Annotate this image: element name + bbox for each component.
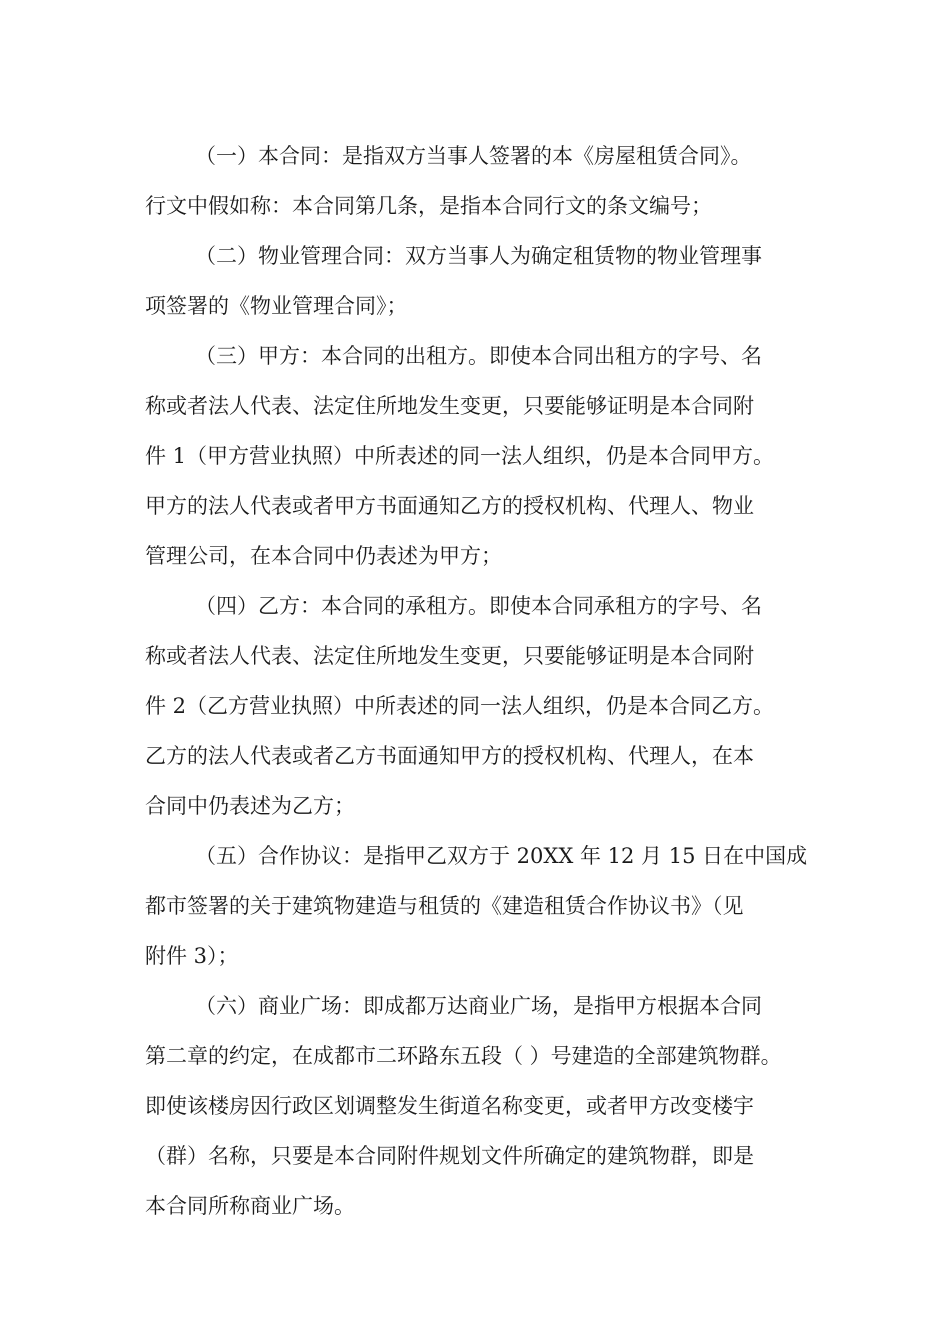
paragraph-4-line-5: 合同中仍表述为乙方； [145, 794, 355, 818]
paragraph-1-line-1: （一）本合同：是指双方当事人签署的本《房屋租赁合同》。 [195, 144, 752, 168]
paragraph-4-line-1: （四）乙方：本合同的承租方。即使本合同承租方的字号、名 [195, 594, 762, 618]
paragraph-6-line-1: （六）商业广场：即成都万达商业广场，是指甲方根据本合同 [195, 994, 762, 1018]
paragraph-3-line-1: （三）甲方：本合同的出租方。即使本合同出租方的字号、名 [195, 344, 762, 368]
paragraph-3-line-2: 称或者法人代表、法定住所地发生变更，只要能够证明是本合同附 [145, 394, 754, 418]
paragraph-3-line-5: 管理公司，在本合同中仍表述为甲方； [145, 544, 502, 568]
paragraph-1-line-2: 行文中假如称：本合同第几条，是指本合同行文的条文编号； [145, 194, 712, 218]
paragraph-3-line-3: 件 1（甲方营业执照）中所表述的同一法人组织，仍是本合同甲方。 [145, 444, 775, 468]
document-body [145, 131, 810, 1231]
paragraph-6-line-3: 即使该楼房因行政区划调整发生街道名称变更，或者甲方改变楼宇 [145, 1094, 754, 1118]
paragraph-5-line-1: （五）合作协议：是指甲乙双方于 20XX 年 12 月 15 日在中国成 [195, 844, 808, 868]
paragraph-2-line-1: （二）物业管理合同：双方当事人为确定租赁物的物业管理事 [195, 244, 762, 268]
paragraph-3-line-4: 甲方的法人代表或者甲方书面通知乙方的授权机构、代理人、物业 [145, 494, 754, 518]
paragraph-4-line-4: 乙方的法人代表或者乙方书面通知甲方的授权机构、代理人，在本 [145, 744, 754, 768]
paragraph-4-line-3: 件 2（乙方营业执照）中所表述的同一法人组织，仍是本合同乙方。 [145, 694, 775, 718]
paragraph-6-line-2: 第二章的约定，在成都市二环路东五段（ ）号建造的全部建筑物群。 [145, 1044, 782, 1068]
paragraph-2-line-2: 项签署的《物业管理合同》； [145, 294, 408, 318]
paragraph-4-line-2: 称或者法人代表、法定住所地发生变更，只要能够证明是本合同附 [145, 644, 754, 668]
paragraph-6-line-5: 本合同所称商业广场。 [145, 1194, 355, 1218]
paragraph-5-line-3: 附件 3）； [145, 944, 239, 968]
paragraph-6-line-4: （群）名称，只要是本合同附件规划文件所确定的建筑物群，即是 [145, 1144, 754, 1168]
paragraph-5-line-2: 都市签署的关于建筑物建造与租赁的《建造租赁合作协议书》（见 [145, 894, 744, 918]
